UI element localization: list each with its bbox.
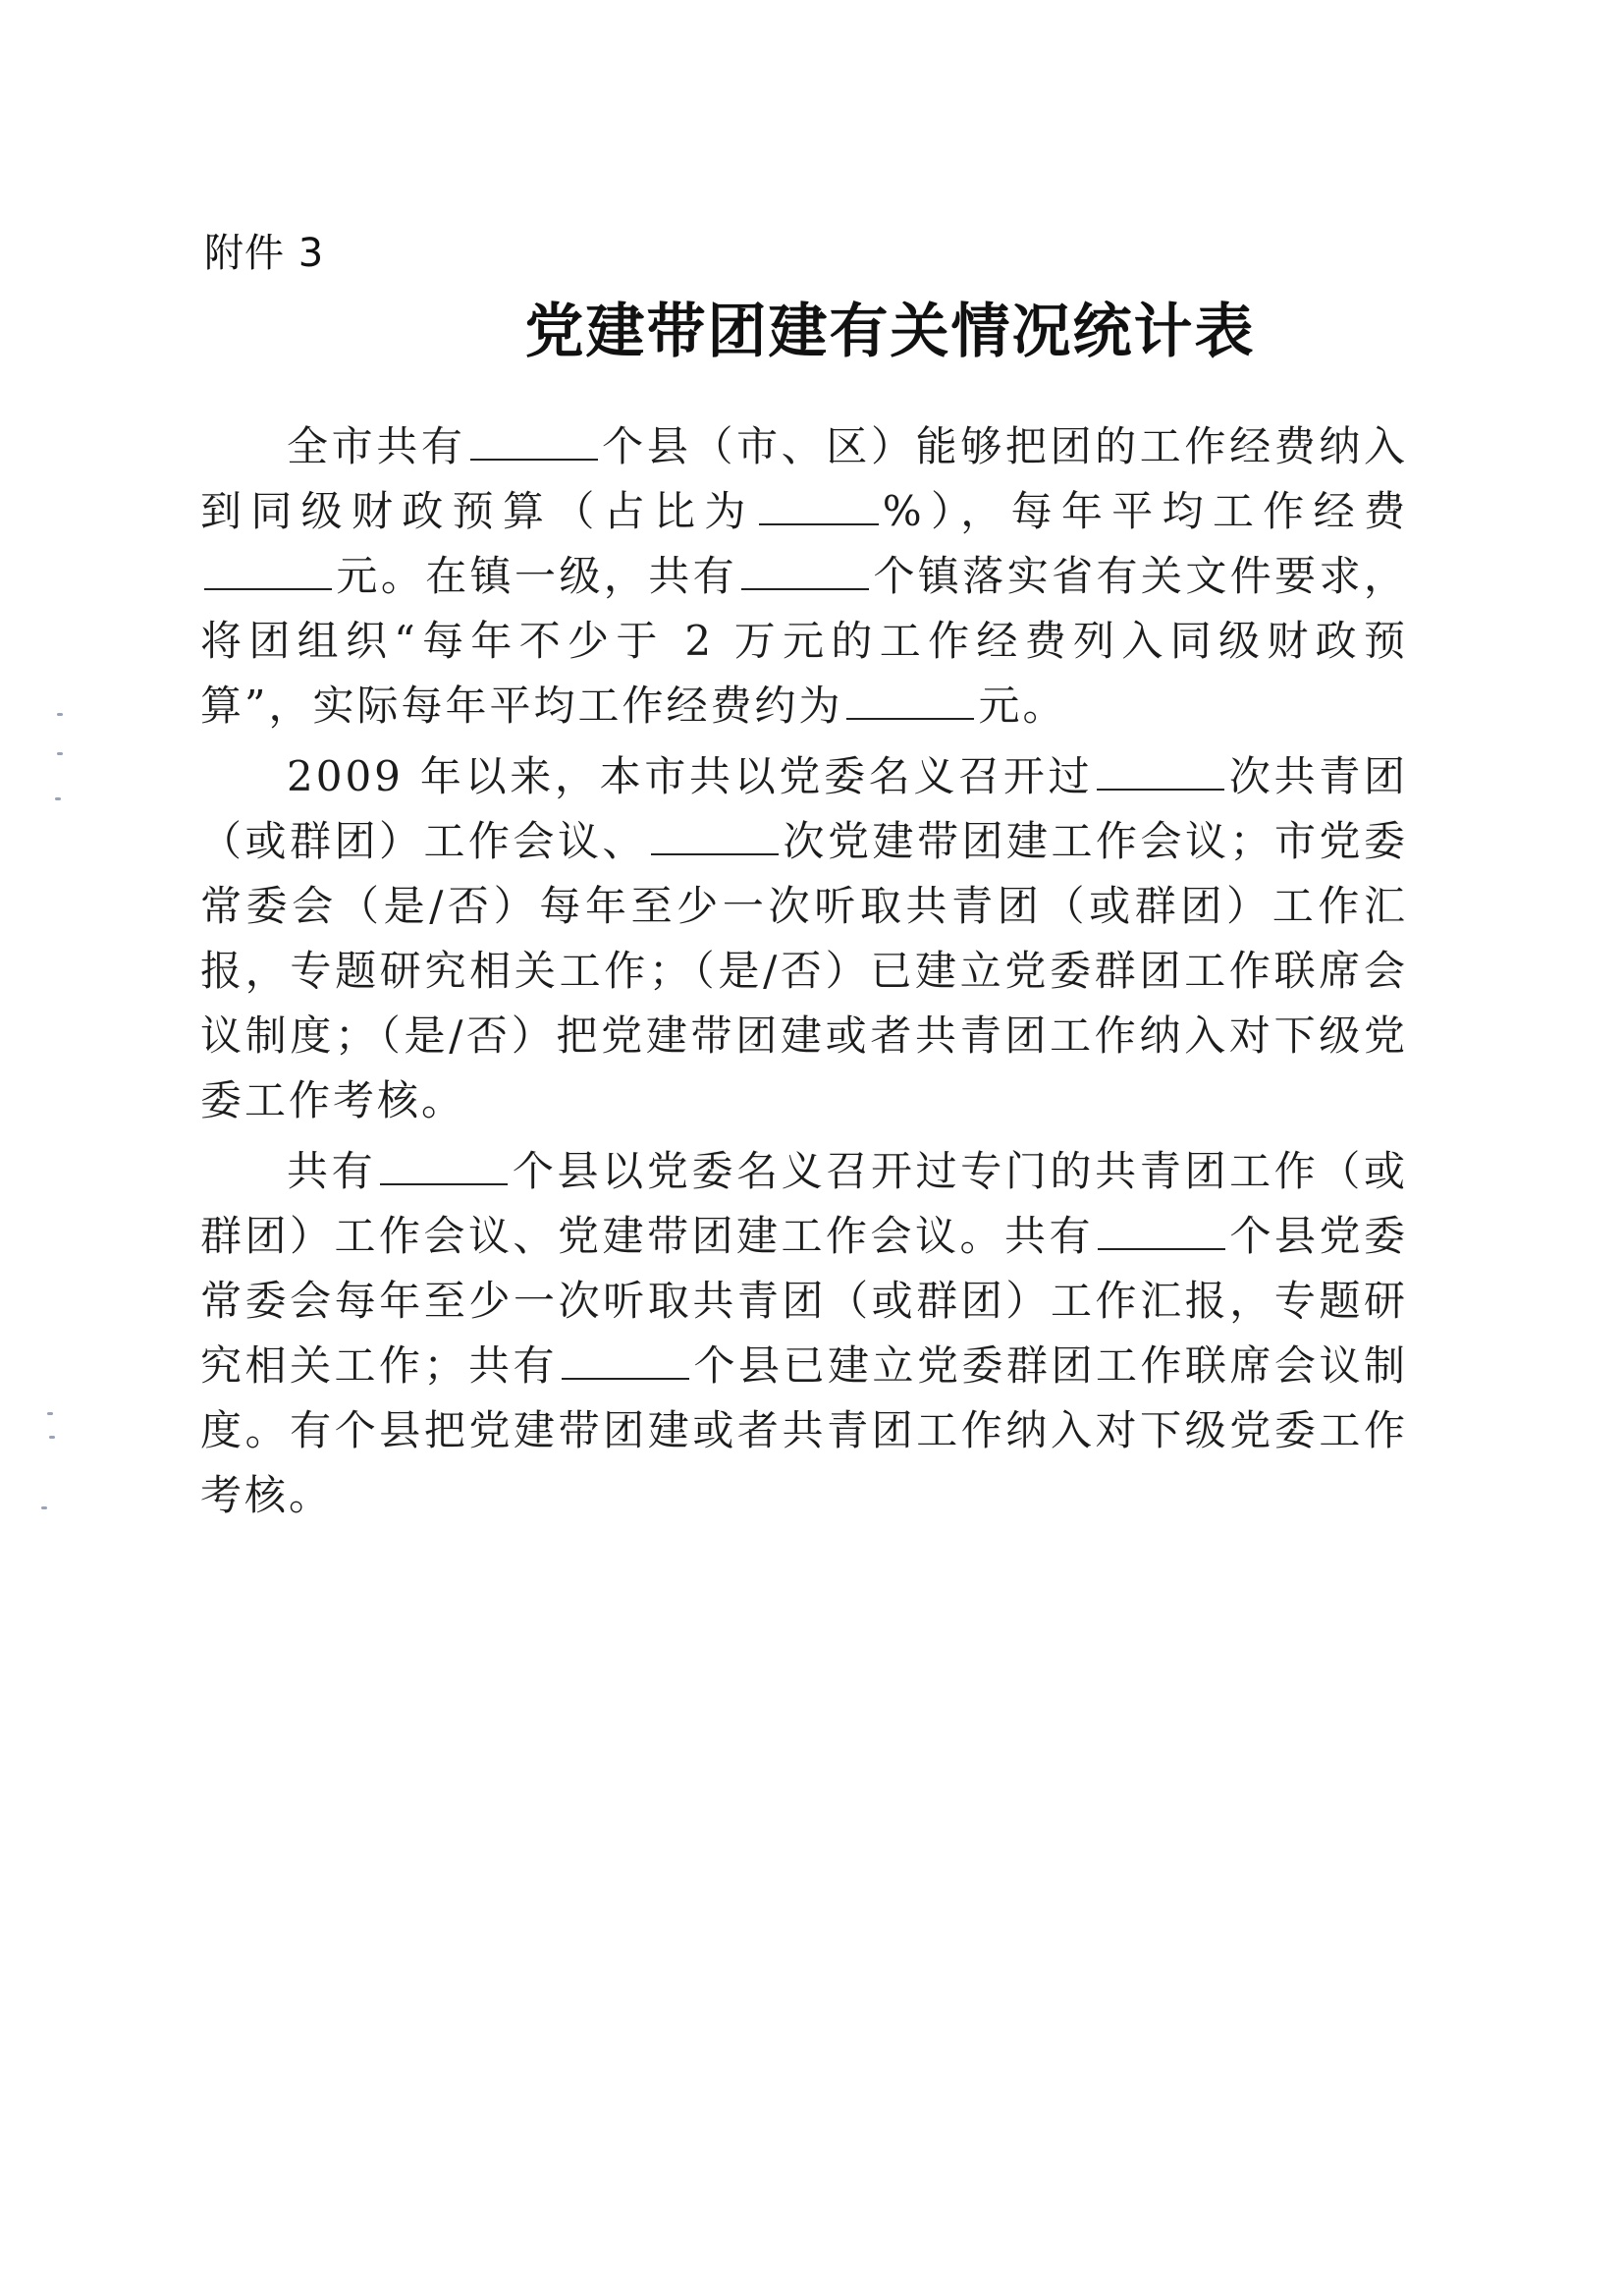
text-segment: 2009 年以来，本市共以党委名义召开过 xyxy=(287,752,1094,800)
fill-blank[interactable] xyxy=(204,555,332,590)
fill-blank[interactable] xyxy=(470,425,598,461)
text-segment: 个县（市、区）能够把团的工作经费纳入到同级财政预算（占比为 xyxy=(200,422,1408,535)
fill-blank[interactable] xyxy=(651,820,779,855)
text-segment: 个县已建立党委群团工作联席会议制度。有个县把党建带团建或者共青团工作纳入对下级党委工作考核。 xyxy=(200,1341,1408,1519)
text-segment: 个县以党委名义召开过专门的共青团工作（或群团）工作会议、党建带团建工作会议。共有 xyxy=(200,1147,1408,1260)
text-segment: 元。 xyxy=(978,682,1067,730)
fill-blank[interactable] xyxy=(380,1150,508,1185)
scan-speck xyxy=(47,1412,53,1415)
scan-speck xyxy=(41,1506,47,1509)
text-segment: 个县党委常委会每年至少一次听取共青团（或群团）工作汇报，专题研究相关工作；共有 xyxy=(200,1212,1408,1390)
text-segment: 共有 xyxy=(287,1147,377,1195)
document-title: 党建带团建有关情况统计表 xyxy=(524,298,1256,366)
text-segment: 次共青团（或群团）工作会议、 xyxy=(200,752,1408,865)
fill-blank[interactable] xyxy=(1097,755,1224,791)
text-segment: %），每年平均工作经费 xyxy=(882,487,1408,535)
fill-blank[interactable] xyxy=(562,1344,689,1380)
paragraph-counties xyxy=(200,1139,1408,1528)
paragraph-meetings xyxy=(200,744,1408,1133)
fill-blank[interactable] xyxy=(759,490,879,525)
fill-blank[interactable] xyxy=(1098,1215,1225,1250)
fill-blank[interactable] xyxy=(741,555,869,590)
scan-speck xyxy=(57,713,63,716)
scan-speck xyxy=(57,752,63,755)
text-segment: 次党建带团建工作会议；市党委常委会（是/否）每年至少一次听取共青团（或群团）工作汇报，专题研究相关工作；（是/否）已建立党委群团工作联席会议制度；（是/否）把党建带团建或者共青团工作纳入对下级党委工作考核。 xyxy=(200,817,1408,1124)
text-segment: 个镇落实省有关文件要求，将团组织“每年不少于 2 万元的工作经费列入同级财政预算”，实际每年平均工作经费约为 xyxy=(200,552,1408,730)
text-segment: 元。在镇一级，共有 xyxy=(336,552,738,600)
text-segment: 全市共有 xyxy=(287,422,466,470)
paragraph-funding xyxy=(200,414,1408,738)
fill-blank[interactable] xyxy=(846,684,974,720)
scan-speck xyxy=(49,1436,55,1439)
document-body xyxy=(200,414,1408,1534)
scan-speck xyxy=(55,797,61,800)
attachment-label: 附件 3 xyxy=(204,231,325,276)
